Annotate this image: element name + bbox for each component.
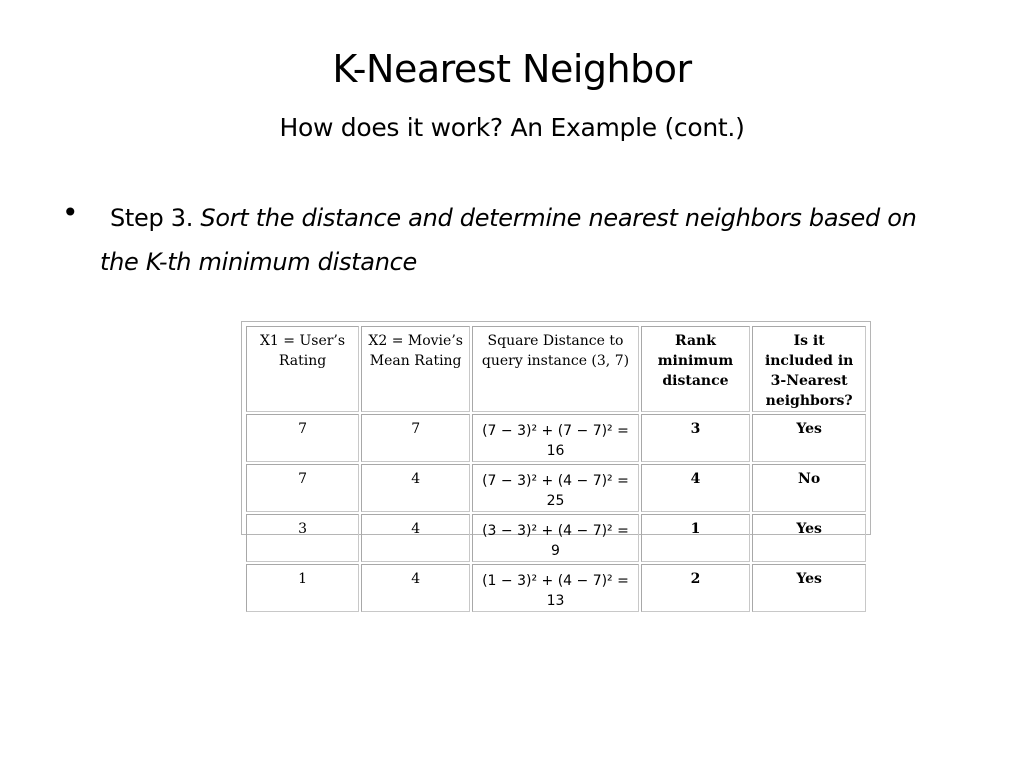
- slide-title: K-Nearest Neighbor: [332, 47, 692, 91]
- cell-rank: 4: [641, 464, 751, 512]
- header-rank: Rank minimum distance: [641, 326, 751, 412]
- cell-distance: (1 − 3)² + (4 − 7)² = 13: [472, 564, 638, 612]
- cell-x2: 4: [361, 564, 470, 612]
- knn-table: [244, 324, 868, 614]
- cell-x1: 7: [246, 464, 359, 512]
- cell-rank: 1: [641, 514, 751, 562]
- cell-distance: (7 − 3)² + (4 − 7)² = 25: [472, 464, 638, 512]
- bullet-icon: •: [62, 196, 79, 229]
- table-header-row: [246, 326, 866, 412]
- table-row: [246, 464, 866, 512]
- step-label: Step 3.: [110, 204, 194, 232]
- header-x1: X1 = User’s Rating: [246, 326, 359, 412]
- cell-included: Yes: [752, 514, 866, 562]
- cell-included: Yes: [752, 414, 866, 462]
- cell-distance: (3 − 3)² + (4 − 7)² = 9: [472, 514, 638, 562]
- header-distance: Square Distance to query instance (3, 7): [472, 326, 638, 412]
- cell-x2: 4: [361, 464, 470, 512]
- cell-x1: 7: [246, 414, 359, 462]
- cell-x2: 4: [361, 514, 470, 562]
- bullet-text: [100, 196, 960, 284]
- table-row: [246, 414, 866, 462]
- slide-subtitle: How does it work? An Example (cont.): [279, 113, 745, 142]
- cell-x1: 1: [246, 564, 359, 612]
- cell-x1: 3: [246, 514, 359, 562]
- cell-included: Yes: [752, 564, 866, 612]
- knn-table-frame: [241, 321, 871, 609]
- cell-included: No: [752, 464, 866, 512]
- cell-distance: (7 − 3)² + (7 − 7)² = 16: [472, 414, 638, 462]
- header-included: Is it included in 3-Nearest neighbors?: [752, 326, 866, 412]
- cell-rank: 2: [641, 564, 751, 612]
- header-x2: X2 = Movie’s Mean Rating: [361, 326, 470, 412]
- table-row: [246, 514, 866, 562]
- cell-rank: 3: [641, 414, 751, 462]
- step-description: Sort the distance and determine nearest neighbors based on the K-th minimum distance: [100, 204, 917, 276]
- cell-x2: 7: [361, 414, 470, 462]
- table-row: [246, 564, 866, 612]
